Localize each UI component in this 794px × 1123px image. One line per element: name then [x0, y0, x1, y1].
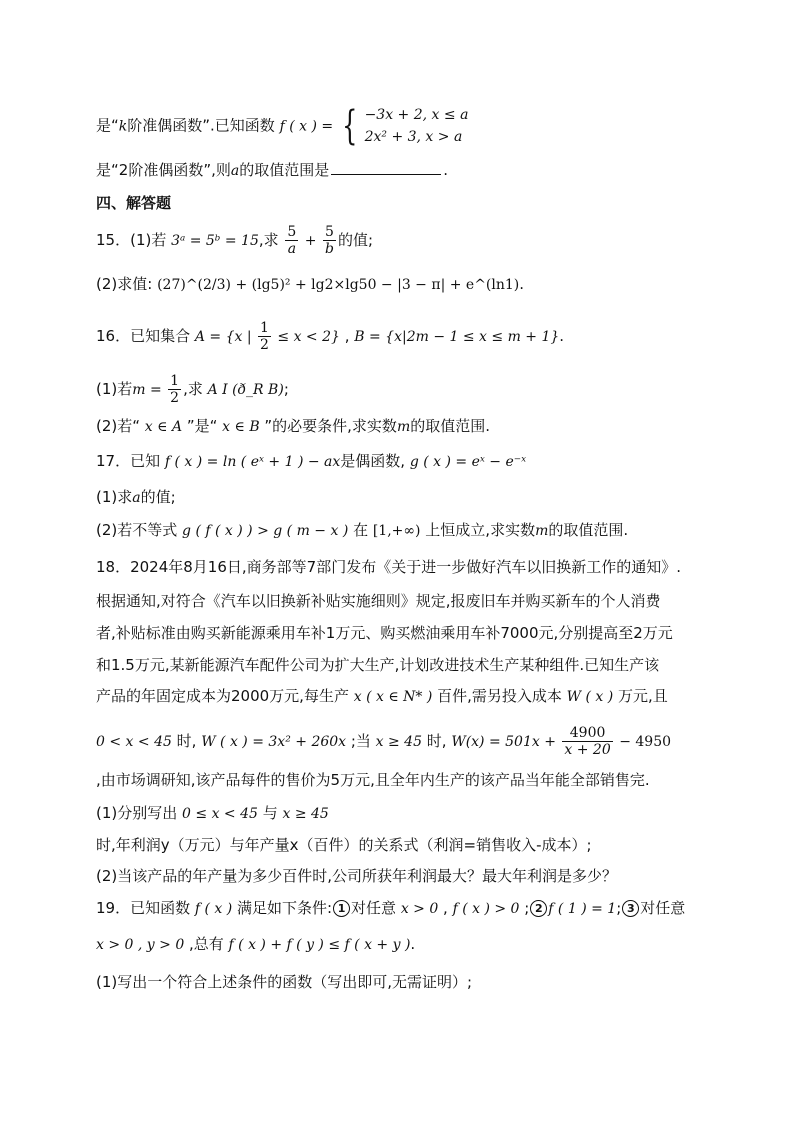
- q18-line-10: (2)当该产品的年产量为多少百件时,公司所获年利润最大？最大年利润是多少？: [96, 867, 618, 885]
- case-1: −3x + 2, x ≤ a: [364, 107, 469, 123]
- text: 上恒成立,求实数: [420, 521, 536, 539]
- text: 时,: [422, 732, 452, 750]
- math-m: m: [535, 523, 549, 539]
- text: 的值;: [140, 488, 176, 506]
- math-m: m: [396, 419, 411, 435]
- q18-line-2: 根据通知,对符合《汽车以旧换新补贴实施细则》规定,报废旧车并购买新车的个人消费: [96, 592, 661, 610]
- q18-line-9: 时,年利润y（万元）与年产量x（百件）的关系式（利润=销售收入-成本）;: [96, 836, 592, 854]
- numerator: 1: [260, 320, 269, 336]
- circled-number-2: 2: [530, 900, 547, 917]
- text: ,总有: [184, 935, 229, 953]
- math-range: 0 ≤ x < 45: [182, 806, 258, 822]
- math-f1: f ( 1 ) = 1: [548, 901, 617, 917]
- text-line-1: [96, 104, 468, 148]
- set-A-end: ≤ x < 2}: [272, 329, 340, 345]
- text: 百件,需另投入成本: [432, 687, 567, 705]
- q15-line-1: [96, 224, 373, 257]
- text: 对任意: [640, 899, 686, 917]
- q18-line-5: [96, 686, 668, 707]
- q18-line-7: ,由市场调研知,该产品每件的售价为5万元,且全年内生产的该产品当年能全部销售完.: [96, 771, 650, 789]
- text: .: [443, 161, 449, 179]
- function-g: g ( x ) = eˣ − e⁻ˣ: [409, 454, 527, 470]
- text: ;: [616, 899, 622, 917]
- q18-line-4: 和1.5万元,某新能源汽车配件公司为扩大生产,计划改进技术生产某种组件.已知生产该: [96, 656, 660, 674]
- math-range: x ≥ 45: [282, 806, 329, 822]
- math-a: a: [230, 163, 240, 179]
- circled-number-1: 1: [333, 900, 350, 917]
- text: 与: [257, 804, 283, 822]
- text: ,求: [258, 231, 284, 249]
- denominator: 2: [170, 390, 180, 406]
- function-f: f ( x ) = ln ( eˣ + 1 ) − ax: [164, 454, 341, 470]
- math-inequality: g ( f ( x ) ) > g ( m − x ): [182, 523, 349, 539]
- text: 万元,且: [613, 687, 668, 705]
- math-interval: [1,+∞): [372, 523, 421, 539]
- q18-line-3: 者,补贴标准由购买新能源乘用车补1万元、购买燃油乘用车补7000元,分别提高至2万元: [96, 624, 673, 642]
- text: 是偶函数,: [340, 452, 410, 470]
- math-W: W ( x ): [566, 689, 614, 705]
- math-xy: x > 0 , y > 0: [96, 937, 185, 953]
- answer-blank: [331, 160, 441, 175]
- q18-line-6: [96, 725, 671, 758]
- q16-line-2: [96, 373, 289, 406]
- numerator: 4900: [562, 725, 612, 742]
- q19-line-2: [96, 934, 415, 955]
- text: 的取值范围.: [410, 417, 490, 435]
- math-expression: (27)^(2/3) + (lg5)² + lg2×lg50 − |3 − π| + e^(ln1): [157, 277, 520, 293]
- q15-line-2: [96, 274, 524, 295]
- math-x-in-A: x ∈ A: [144, 419, 183, 435]
- set-B: B = {x|2m − 1 ≤ x ≤ m + 1}: [354, 329, 560, 345]
- text: 对任意: [351, 899, 401, 917]
- math-W2: W(x) = 501x +: [451, 734, 561, 750]
- text: .: [519, 275, 525, 293]
- text: 在: [348, 521, 373, 539]
- q17-line-2: [96, 487, 176, 508]
- math-eq: 3ᵃ = 5ᵇ = 15: [171, 233, 259, 249]
- denominator: b: [324, 241, 334, 257]
- math-m: m =: [132, 382, 167, 398]
- text: ;当: [346, 732, 376, 750]
- text: (1)分别写出: [96, 804, 183, 822]
- set-A: A = {x |: [194, 329, 257, 345]
- q18-line-1: 18．2024年8月16日,商务部等7部门发布《关于进一步做好汽车以旧换新工作的通知》.: [96, 558, 681, 576]
- math-inequality: f ( x ) + f ( y ) ≤ f ( x + y ): [228, 937, 411, 953]
- text: ,: [339, 327, 355, 345]
- numerator: 1: [170, 373, 180, 389]
- text: 的值;: [337, 231, 373, 249]
- piecewise-cases: [365, 104, 469, 148]
- q19-line-3: (1)写出一个符合上述条件的函数（写出即可,无需证明）;: [96, 973, 473, 991]
- math-x: x ( x ∈ N* ): [353, 689, 433, 705]
- numerator: 5: [287, 224, 297, 240]
- text-line-2: [96, 160, 448, 181]
- q16-line-1: [96, 320, 564, 353]
- math-range: x ≥ 45: [375, 734, 422, 750]
- text: (1)求: [96, 488, 133, 506]
- text: 满足如下条件:: [232, 899, 333, 917]
- math-x-in-B: x ∈ B: [222, 419, 260, 435]
- q19-line-1: [96, 898, 685, 919]
- text: .: [410, 935, 416, 953]
- text: 16．已知集合: [96, 327, 195, 345]
- text: 时,: [171, 732, 202, 750]
- q16-line-3: [96, 416, 490, 437]
- text: 15．(1)若: [96, 231, 172, 249]
- function-f: f ( x ) =: [279, 118, 334, 135]
- text: 的取值范围是: [239, 161, 330, 179]
- text: ,求: [183, 380, 208, 398]
- math-range: 0 < x < 45: [96, 734, 172, 750]
- text: 19．已知函数: [96, 899, 195, 917]
- fraction-5-b: [323, 224, 336, 257]
- left-brace: {: [342, 103, 358, 149]
- math-f: f ( x ) > 0: [452, 901, 520, 917]
- text: 是“2阶准偶函数”,则: [96, 161, 231, 179]
- math-x: x > 0: [400, 901, 439, 917]
- text: ;: [283, 380, 289, 398]
- text: (2)若“: [96, 417, 145, 435]
- denominator: x + 20: [564, 742, 611, 758]
- section-title: 四、解答题: [96, 194, 172, 212]
- case-2: 2x² + 3, x > a: [364, 129, 463, 145]
- function-f: f ( x ): [194, 901, 233, 917]
- text: (2)求值:: [96, 275, 158, 293]
- q17-line-3: [96, 520, 628, 541]
- fraction-one-half: [168, 373, 181, 406]
- text: 17．已知: [96, 452, 165, 470]
- numerator: 5: [323, 224, 336, 241]
- math-W1: W ( x ) = 3x² + 260x: [201, 734, 347, 750]
- q18-line-8: [96, 803, 329, 824]
- math-expression: A I (ð_R B): [207, 382, 284, 398]
- q17-line-1: [96, 451, 526, 472]
- text: ,: [438, 899, 453, 917]
- circled-number-3: 3: [622, 900, 639, 917]
- text: 产品的年固定成本为2000万元,每生产: [96, 687, 354, 705]
- fraction-5-a: [285, 224, 298, 257]
- math-W2-end: − 4950: [614, 734, 672, 750]
- math-a: a: [132, 490, 141, 506]
- fraction-one-half: [258, 320, 271, 353]
- text: 阶准偶函数”.已知函数: [127, 116, 280, 135]
- text: ;: [519, 899, 530, 917]
- text: 是“: [96, 116, 119, 135]
- text: 的取值范围.: [548, 521, 629, 539]
- plus: +: [300, 233, 321, 249]
- denominator: a: [287, 241, 297, 257]
- fraction-4900: [562, 725, 612, 758]
- denominator: 2: [260, 337, 269, 353]
- text: (2)若不等式: [96, 521, 183, 539]
- text: .: [559, 327, 565, 345]
- text: (1)若: [96, 380, 133, 398]
- math-k: k: [118, 118, 128, 135]
- text: ”的必要条件,求实数: [259, 417, 397, 435]
- text: ”是“: [182, 417, 223, 435]
